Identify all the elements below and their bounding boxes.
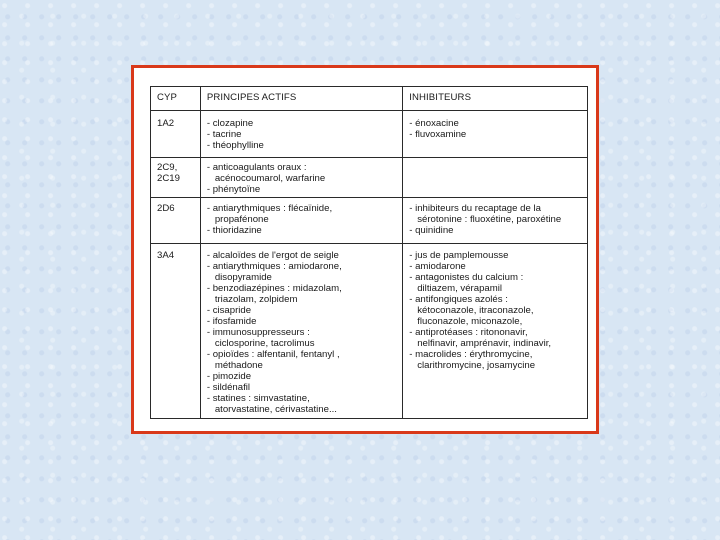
cyp-cell: 2D6	[151, 198, 201, 244]
principe-line: atorvastatine, cérivastatine...	[206, 404, 337, 415]
inhibiteur-line: - inhibiteurs du recaptage de la	[409, 203, 541, 214]
table-row	[151, 111, 588, 158]
header-cyp: CYP	[151, 87, 201, 111]
principe-line: - immunosuppresseurs :	[206, 327, 310, 338]
inhibiteur-line: diltiazem, vérapamil	[409, 283, 502, 294]
inhibiteur-line: - antagonistes du calcium :	[409, 272, 524, 283]
header-row	[151, 87, 588, 111]
inhibiteur-line: - antiprotéases : ritononavir,	[409, 327, 528, 338]
table-row	[151, 158, 588, 198]
principe-line: - antiarythmiques : flécaïnide,	[206, 203, 333, 214]
inhibiteur-line: - quinidine	[409, 225, 454, 236]
principes-cell	[200, 244, 402, 419]
principe-line: - ifosfamide	[206, 316, 257, 327]
inhibiteur-line: - jus de pamplemousse	[409, 250, 509, 261]
cyp-cell	[151, 158, 201, 198]
inhibiteur-line: clarithromycine, josamycine	[409, 360, 536, 371]
principe-line: - phénytoïne	[206, 184, 261, 195]
cyp-line: 2C9,	[157, 162, 178, 173]
inhibiteurs-cell	[403, 111, 588, 158]
principe-line: - clozapine	[206, 118, 254, 129]
principes-cell	[200, 158, 402, 198]
principe-line: - statines : simvastatine,	[206, 393, 310, 404]
inhibiteur-line: nelfinavir, amprénavir, indinavir,	[409, 338, 552, 349]
principe-line: - anticoagulants oraux :	[206, 162, 307, 173]
header-inhibiteurs: INHIBITEURS	[403, 87, 588, 111]
inhibiteur-line: - amiodarone	[409, 261, 466, 272]
inhibiteur-line: - antifongiques azolés :	[409, 294, 508, 305]
inhibiteur-line: fluconazole, miconazole,	[409, 316, 523, 327]
principe-line: méthadone	[206, 360, 263, 371]
inhibiteur-line: kétoconazole, itraconazole,	[409, 305, 534, 316]
header-principes-actifs: PRINCIPES ACTIFS	[200, 87, 402, 111]
inhibiteur-line: - fluvoxamine	[409, 129, 467, 140]
principe-line: propafénone	[206, 214, 269, 225]
cyp-cell: 1A2	[151, 111, 201, 158]
inhibiteurs-cell	[403, 198, 588, 244]
principe-line: - antiarythmiques : amiodarone,	[206, 261, 342, 272]
cyp-line: 2C19	[157, 173, 180, 184]
inhibiteurs-cell	[403, 244, 588, 419]
principe-line: ciclosporine, tacrolimus	[206, 338, 315, 349]
inhibiteur-line: - énoxacine	[409, 118, 459, 129]
principe-line: acénocoumarol, warfarine	[206, 173, 326, 184]
table-frame	[131, 65, 599, 434]
inhibiteur-line: - macrolides : érythromycine,	[409, 349, 533, 360]
cyp-cell: 3A4	[151, 244, 201, 419]
inhibiteurs-cell	[403, 158, 588, 198]
principe-line: - thioridazine	[206, 225, 262, 236]
principe-line: - tacrine	[206, 129, 242, 140]
principe-line: - cisapride	[206, 305, 252, 316]
principe-line: disopyramide	[206, 272, 272, 283]
principe-line: - opioïdes : alfentanil, fentanyl ,	[206, 349, 340, 360]
principe-line: - sildénafil	[206, 382, 251, 393]
principes-cell	[200, 111, 402, 158]
table-row	[151, 244, 588, 419]
principe-line: - pimozide	[206, 371, 252, 382]
principe-line: triazolam, zolpidem	[206, 294, 298, 305]
principe-line: - benzodiazépines : midazolam,	[206, 283, 342, 294]
principe-line: - théophylline	[206, 140, 264, 151]
cyp-table	[150, 86, 588, 419]
principe-line: - alcaloïdes de l'ergot de seigle	[206, 250, 339, 261]
table-row	[151, 198, 588, 244]
principes-cell	[200, 198, 402, 244]
inhibiteur-line: sérotonine : fluoxétine, paroxétine	[409, 214, 562, 225]
